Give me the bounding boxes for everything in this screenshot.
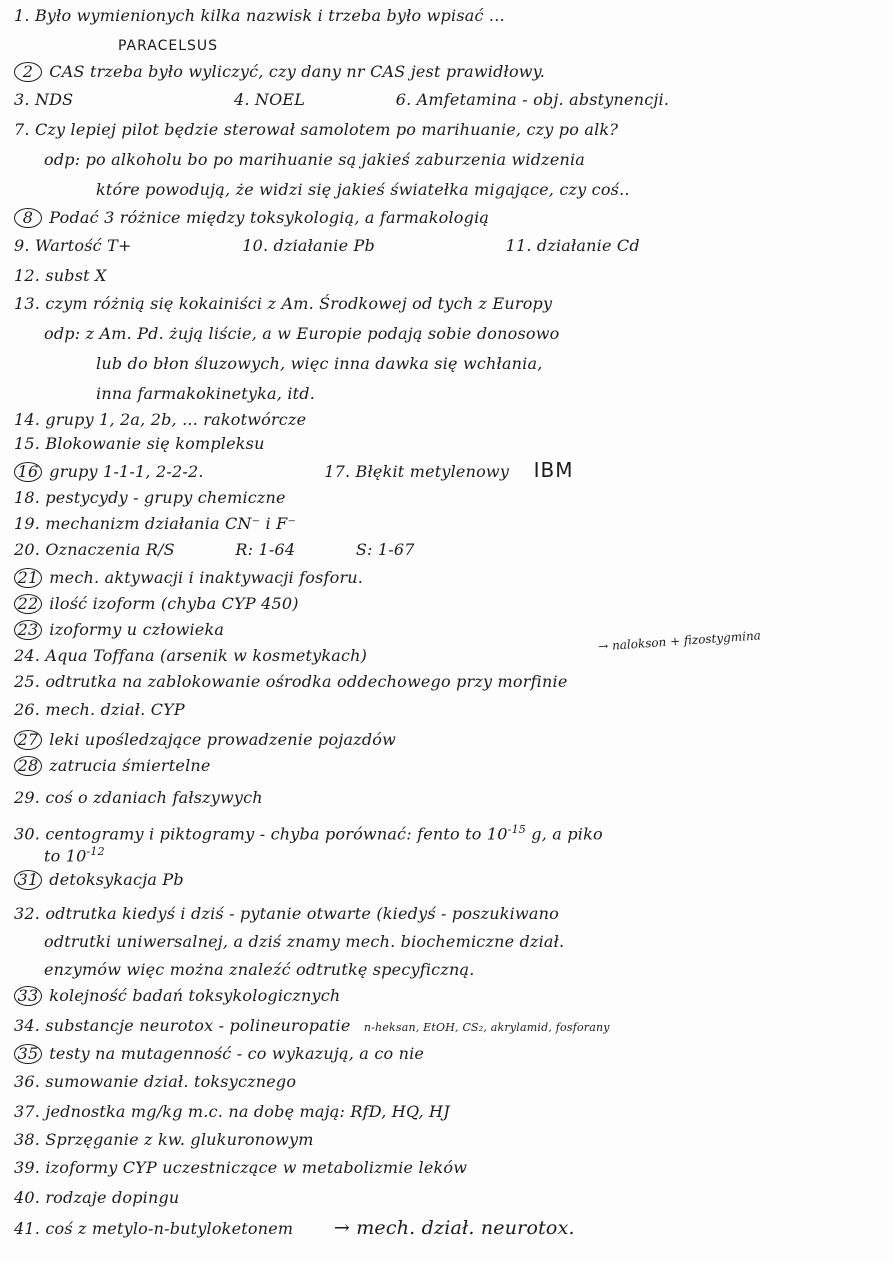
note-text: to 10 [44,846,87,866]
note-text: 34. substancje neurotox - polineuropatie [14,1016,351,1035]
note-text: 4. NOEL [233,90,306,109]
note-text: 13. czym różnią się kokainiści z Am. Środkowej od tych z Europy [14,294,553,313]
note-line-16 [14,460,887,482]
note-text: grupy 1-1-1, 2-2-2. [49,462,204,481]
note-text: 37. jednostka mg/kg m.c. na dobę mają: RfD, HQ, HJ [14,1102,450,1121]
note-text: mech. aktywacji i inaktywacji fosforu. [49,568,364,587]
note-line-15 [14,434,887,454]
note-text: 9. Wartość T+ [14,236,132,255]
note-text: 10. działanie Pb [242,236,375,255]
note-line-7 [14,120,887,140]
note-text: 38. Sprzęganie z kw. glukuronowym [14,1130,314,1149]
note-line-38 [14,1130,887,1150]
note-text: PARACELSUS [118,38,219,54]
note-text: ilość izoform (chyba CYP 450) [49,594,299,613]
note-text: 41. coś z metylo-n-butyloketonem [14,1219,294,1238]
circled-number: 2 [14,62,42,82]
note-text: odp: z Am. Pd. żują liście, a w Europie podają sobie donosowo [44,324,560,343]
note-text: 39. izoformy CYP uczestniczące w metabolizmie leków [14,1158,468,1177]
note-text: 7. Czy lepiej pilot będzie sterował samolotem po marihuanie, czy po alk? [14,120,619,139]
note-line-21 [14,568,887,588]
note-text: 12. subst X [14,266,107,285]
note-text: → mech. dział. neurotox. [333,1218,575,1239]
note-text: S: 1-67 [355,540,415,559]
note-text: 1. Było wymienionych kilka nazwisk i trzeba było wpisać ... [14,6,505,25]
circled-number: 31 [14,870,42,890]
note-text: 19. mechanizm działania CN⁻ i F⁻ [14,514,297,533]
note-line-13c [96,354,887,374]
note-line-32b [44,932,887,952]
circled-number: 35 [14,1044,42,1064]
note-line-37 [14,1102,887,1122]
note-line-27 [14,730,887,750]
note-text: 17. Błękit metylenowy [324,462,510,481]
note-line-26 [14,700,887,720]
note-line-7c [96,180,887,200]
note-line-39 [14,1158,887,1178]
note-text: 3. NDS [14,90,74,109]
note-line-20 [14,540,887,560]
note-text: enzymów więc można znaleźć odtrutkę specyficzną. [44,960,475,979]
note-text: CAS trzeba było wyliczyć, czy dany nr CAS jest prawidłowy. [49,62,546,81]
note-line-30 [14,820,887,844]
note-text: n-heksan, EtOH, CS₂, akrylamid, fosforany [363,1021,610,1034]
note-text: 40. rodzaje dopingu [14,1188,180,1207]
note-line-14 [14,410,887,430]
note-text: leki upośledzające prowadzenie pojazdów [49,730,397,749]
note-text: 30. centogramy i piktogramy - chyba porównać: fento to 10 [14,824,508,844]
circled-number: 8 [14,208,42,228]
note-line-30b [44,842,887,866]
note-line-13b [44,324,887,344]
circled-number: 27 [14,730,42,750]
note-text: 6. Amfetamina - obj. abstynencji. [395,90,670,109]
note-line-2 [14,62,887,82]
note-text: lub do błon śluzowych, więc inna dawka się wchłania, [96,354,543,373]
note-line-41 [14,1218,887,1239]
note-text: 18. pestycydy - grupy chemiczne [14,488,286,507]
circled-number: 16 [14,462,42,482]
note-line-7b [44,150,887,170]
note-text: odtrutki uniwersalnej, a dziś znamy mech. biochemiczne dział. [44,932,565,951]
note-line-32 [14,904,887,924]
superscript: -15 [507,823,526,836]
circled-number: 21 [14,568,42,588]
note-line-18 [14,488,887,508]
note-text: 24. Aqua Toffana (arsenik w kosmetykach) [14,646,368,665]
note-text: 11. działanie Cd [505,236,640,255]
note-line-1b [118,36,887,56]
note-line-12 [14,266,887,286]
superscript: -12 [86,845,105,858]
note-text: 29. coś o zdaniach fałszywych [14,788,263,807]
note-line-24 [14,646,887,666]
note-text: kolejność badań toksykologicznych [49,986,341,1005]
circled-number: 28 [14,756,42,776]
note-line-19 [14,514,887,534]
note-line-28 [14,756,887,776]
note-line-36 [14,1072,887,1092]
note-line-13 [14,294,887,314]
note-text: 36. sumowanie dział. toksycznego [14,1072,297,1091]
note-line-8 [14,208,887,228]
note-text: 32. odtrutka kiedyś i dziś - pytanie otwarte (kiedyś - poszukiwano [14,904,559,923]
note-text: izoformy u człowieka [49,620,225,639]
note-text: testy na mutagenność - co wykazują, a co nie [49,1044,425,1063]
note-text: Podać 3 różnice między toksykologią, a farmakologią [49,208,490,227]
note-line-25 [14,672,887,692]
note-text: 25. odtrutka na zablokowanie ośrodka oddechowego przy morfinie [14,672,568,691]
note-text: detoksykacja Pb [49,870,184,889]
note-line-33 [14,986,887,1006]
note-text: które powodują, że widzi się jakieś światełka migające, czy coś.. [96,180,630,199]
note-text: IBM [533,460,574,482]
note-text: 15. Blokowanie się kompleksu [14,434,265,453]
note-line-3 [14,90,887,110]
circled-number: 23 [14,620,42,640]
note-text: 26. mech. dział. CYP [14,700,185,719]
note-line-32c [44,960,887,980]
note-line-34 [14,1016,887,1038]
note-line-1 [14,6,887,26]
note-text: zatrucia śmiertelne [49,756,211,775]
note-text: 20. Oznaczenia R/S [14,540,175,559]
note-text: inna farmakokinetyka, itd. [96,384,316,403]
note-text: R: 1-64 [235,540,296,559]
note-text: odp: po alkoholu bo po marihuanie są jakieś zaburzenia widzenia [44,150,586,169]
circled-number: 33 [14,986,42,1006]
note-line-29 [14,788,887,808]
note-text: g, a piko [531,824,603,844]
note-text: 14. grupy 1, 2a, 2b, ... rakotwórcze [14,410,307,429]
note-line-35 [14,1044,887,1064]
note-line-9 [14,236,887,256]
note-line-22 [14,594,887,614]
note-line-13d [96,384,887,404]
note-line-31 [14,870,887,890]
note-line-40 [14,1188,887,1208]
circled-number: 22 [14,594,42,614]
note-text: → nalokson + fizostygmina [597,628,762,654]
